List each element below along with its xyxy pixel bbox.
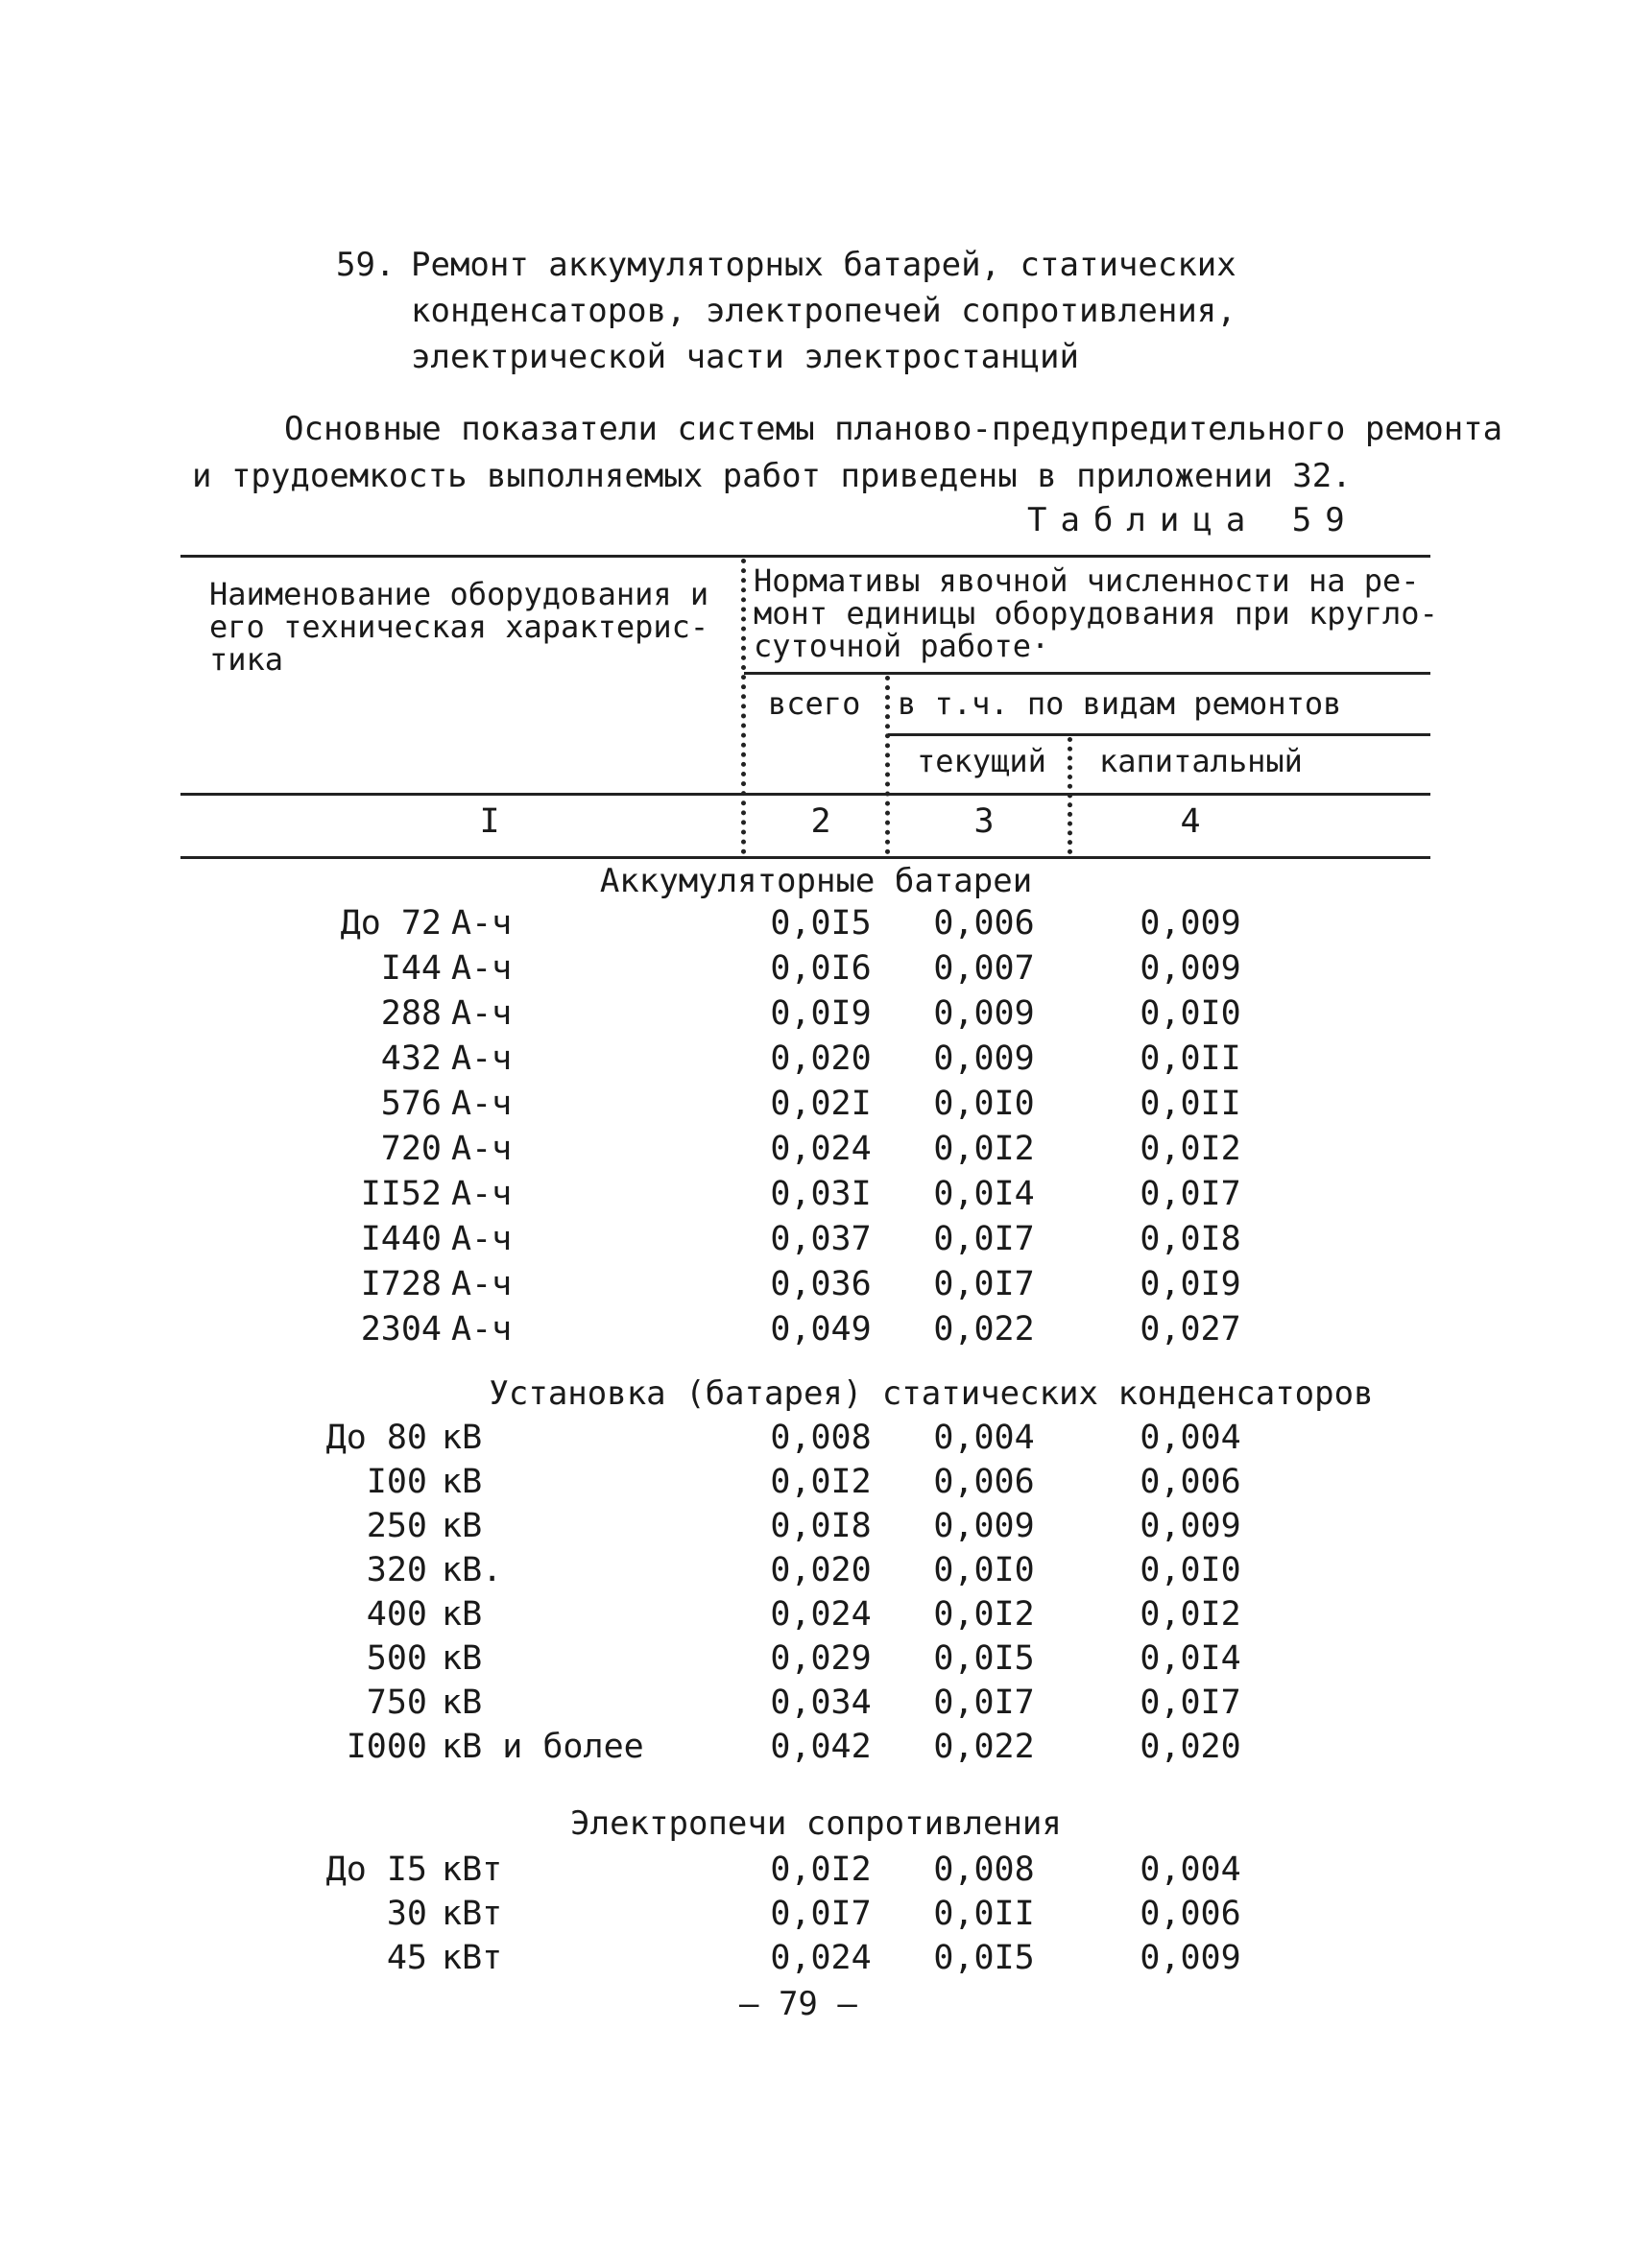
- row-unit: А-ч: [451, 994, 513, 1033]
- row-unit: кВ: [442, 1419, 483, 1457]
- row-current: 0,022: [933, 1728, 1035, 1766]
- row-unit: кВ: [442, 1507, 483, 1545]
- row-capacity: 576: [380, 1085, 442, 1123]
- row-capital: 0,0I9: [1140, 1265, 1241, 1303]
- row-total: 0,024: [770, 1130, 872, 1168]
- row-unit: А-ч: [451, 1039, 513, 1078]
- row-capital: 0,009: [1140, 1939, 1241, 1977]
- row-capital: 0,027: [1140, 1310, 1241, 1349]
- table-caption: Таблица 59: [1027, 501, 1358, 539]
- header-rule-3: [180, 793, 1430, 796]
- row-unit: кВ.: [442, 1551, 503, 1589]
- row-total: 0,008: [770, 1419, 872, 1457]
- row-total: 0,0I2: [770, 1463, 872, 1501]
- intro-line-2: и трудоемкость выполняемых работ приведены в приложении 32.: [192, 457, 1352, 495]
- row-unit: кВ: [442, 1463, 483, 1501]
- row-power: 30: [386, 1895, 427, 1933]
- header-rule-1: [744, 672, 1430, 675]
- row-capital: 0,004: [1140, 1419, 1241, 1457]
- row-power: 500: [366, 1639, 427, 1678]
- row-capital: 0,0I7: [1140, 1175, 1241, 1213]
- row-current: 0,022: [933, 1310, 1035, 1349]
- row-total: 0,0I2: [770, 1850, 872, 1889]
- row-capacity: 432: [380, 1039, 442, 1078]
- row-unit: А-ч: [451, 1130, 513, 1168]
- row-unit: А-ч: [451, 1265, 513, 1303]
- row-total: 0,0I5: [770, 904, 872, 943]
- row-capacity: I440: [360, 1220, 442, 1258]
- row-unit: кВ: [442, 1595, 483, 1634]
- row-unit: кВ: [442, 1639, 483, 1678]
- row-capital: 0,004: [1140, 1850, 1241, 1889]
- row-unit: кВ и более: [442, 1728, 644, 1766]
- header-capital: капитальный: [1099, 743, 1303, 779]
- row-capital: 0,0I8: [1140, 1220, 1241, 1258]
- row-total: 0,020: [770, 1551, 872, 1589]
- section-number: 59.: [336, 246, 396, 284]
- section-title-line-2: конденсаторов, электропечей сопротивления,: [411, 292, 1236, 330]
- row-total: 0,0I9: [770, 994, 872, 1033]
- row-unit: А-ч: [451, 1310, 513, 1349]
- intro-line-1: Основные показатели системы планово-предупредительного ремонта: [284, 410, 1503, 448]
- row-total: 0,036: [770, 1265, 872, 1303]
- row-capital: 0,009: [1140, 949, 1241, 988]
- row-capital: 0,0I0: [1140, 1551, 1241, 1589]
- row-total: 0,02I: [770, 1085, 872, 1123]
- row-unit: А-ч: [451, 904, 513, 943]
- row-total: 0,024: [770, 1595, 872, 1634]
- row-total: 0,029: [770, 1639, 872, 1678]
- row-capacity: 288: [380, 994, 442, 1033]
- row-current: 0,0I2: [933, 1595, 1035, 1634]
- row-current: 0,009: [933, 1039, 1035, 1078]
- row-total: 0,034: [770, 1683, 872, 1722]
- page-number: – 79 –: [739, 1985, 857, 2023]
- row-current: 0,008: [933, 1850, 1035, 1889]
- row-power: 45: [386, 1939, 427, 1977]
- row-total: 0,03I: [770, 1175, 872, 1213]
- row-unit: кВт: [442, 1895, 503, 1933]
- row-current: 0,009: [933, 994, 1035, 1033]
- row-capacity: 720: [380, 1130, 442, 1168]
- row-capital: 0,006: [1140, 1463, 1241, 1501]
- row-capital: 0,0I0: [1140, 994, 1241, 1033]
- row-capacity: I728: [360, 1265, 442, 1303]
- row-power: 750: [366, 1683, 427, 1722]
- header-equipment-line-1: Наименование оборудования и: [209, 576, 709, 612]
- row-power: I000: [346, 1728, 427, 1766]
- row-current: 0,006: [933, 904, 1035, 943]
- column-divider-1: [741, 559, 746, 854]
- row-current: 0,0I5: [933, 1639, 1035, 1678]
- row-capital: 0,0II: [1140, 1039, 1241, 1078]
- header-equipment-line-2: его техническая характерис-: [209, 609, 709, 645]
- section-title-capacitors: Установка (батарея) статических конденсаторов: [489, 1374, 1374, 1413]
- row-current: 0,0I7: [933, 1683, 1035, 1722]
- row-power: 250: [366, 1507, 427, 1545]
- column-number-3: 3: [973, 802, 995, 841]
- row-power: 320: [366, 1551, 427, 1589]
- header-norms-line-3: суточной работе·: [754, 628, 1050, 664]
- row-total: 0,0I7: [770, 1895, 872, 1933]
- row-current: 0,0I0: [933, 1085, 1035, 1123]
- row-power: До I5: [325, 1850, 427, 1889]
- row-capital: 0,0I7: [1140, 1683, 1241, 1722]
- row-total: 0,0I6: [770, 949, 872, 988]
- header-total: всего: [768, 685, 861, 722]
- row-capacity: До 72: [340, 904, 442, 943]
- header-equipment-line-3: тика: [209, 641, 284, 678]
- row-current: 0,007: [933, 949, 1035, 988]
- row-capacity: II52: [360, 1175, 442, 1213]
- row-capacity: 2304: [360, 1310, 442, 1349]
- header-current: текущий: [917, 743, 1046, 779]
- row-capital: 0,0I4: [1140, 1639, 1241, 1678]
- row-current: 0,009: [933, 1507, 1035, 1545]
- row-capital: 0,0I2: [1140, 1130, 1241, 1168]
- row-current: 0,004: [933, 1419, 1035, 1457]
- row-current: 0,0I5: [933, 1939, 1035, 1977]
- row-total: 0,042: [770, 1728, 872, 1766]
- row-current: 0,0I7: [933, 1265, 1035, 1303]
- table-top-rule: [180, 555, 1430, 558]
- row-current: 0,0I4: [933, 1175, 1035, 1213]
- section-title-furnaces: Электропечи сопротивления: [570, 1804, 1062, 1843]
- row-unit: А-ч: [451, 949, 513, 988]
- row-total: 0,037: [770, 1220, 872, 1258]
- row-unit: А-ч: [451, 1085, 513, 1123]
- row-capital: 0,020: [1140, 1728, 1241, 1766]
- row-capital: 0,006: [1140, 1895, 1241, 1933]
- header-by-type: в т.ч. по видам ремонтов: [898, 685, 1342, 722]
- row-unit: А-ч: [451, 1175, 513, 1213]
- column-number-1: I: [479, 802, 500, 841]
- header-norms-line-2: монт единицы оборудования при кругло-: [754, 595, 1438, 632]
- row-current: 0,0I2: [933, 1130, 1035, 1168]
- column-number-2: 2: [810, 802, 831, 841]
- column-divider-3: [1068, 737, 1072, 854]
- row-capital: 0,0II: [1140, 1085, 1241, 1123]
- header-norms-line-1: Нормативы явочной численности на ре-: [754, 562, 1420, 599]
- column-number-4: 4: [1180, 802, 1201, 841]
- row-capital: 0,009: [1140, 1507, 1241, 1545]
- section-title-line-1: Ремонт аккумуляторных батарей, статических: [411, 246, 1236, 284]
- row-current: 0,006: [933, 1463, 1035, 1501]
- row-capital: 0,009: [1140, 904, 1241, 943]
- header-rule-2: [888, 733, 1430, 736]
- row-unit: кВт: [442, 1850, 503, 1889]
- row-current: 0,0I7: [933, 1220, 1035, 1258]
- row-unit: А-ч: [451, 1220, 513, 1258]
- row-unit: кВ: [442, 1683, 483, 1722]
- column-divider-2: [885, 676, 890, 854]
- section-title-batteries: Аккумуляторные батареи: [599, 862, 1033, 900]
- header-bottom-rule: [180, 856, 1430, 859]
- section-title-line-3: электрической части электростанций: [411, 338, 1079, 376]
- row-capital: 0,0I2: [1140, 1595, 1241, 1634]
- row-total: 0,0I8: [770, 1507, 872, 1545]
- row-unit: кВт: [442, 1939, 503, 1977]
- row-total: 0,020: [770, 1039, 872, 1078]
- row-power: До 80: [325, 1419, 427, 1457]
- row-current: 0,0I0: [933, 1551, 1035, 1589]
- row-power: I00: [366, 1463, 427, 1501]
- row-capacity: I44: [380, 949, 442, 988]
- row-total: 0,024: [770, 1939, 872, 1977]
- row-total: 0,049: [770, 1310, 872, 1349]
- row-current: 0,0II: [933, 1895, 1035, 1933]
- row-power: 400: [366, 1595, 427, 1634]
